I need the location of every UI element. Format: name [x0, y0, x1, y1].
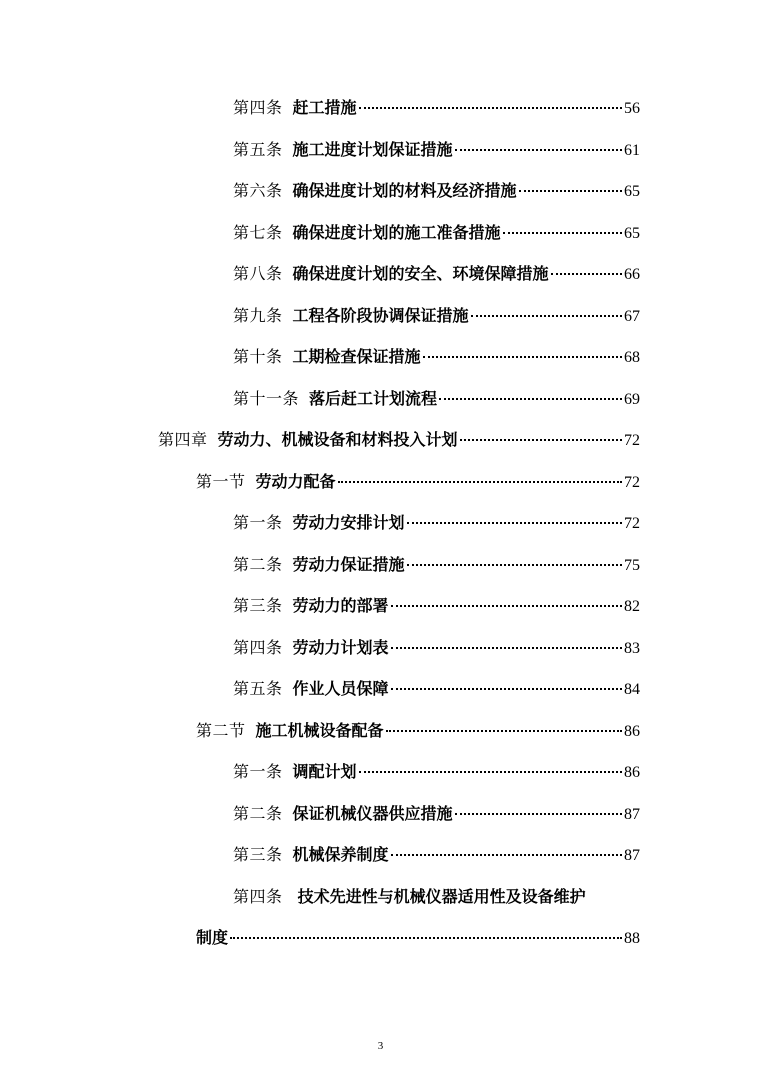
- dot-leader: [503, 232, 622, 234]
- toc-entry[interactable]: [233, 511, 640, 535]
- dot-leader: [391, 647, 622, 649]
- toc-entry-number: 第三条: [233, 845, 283, 864]
- toc-entry-page: 68: [624, 349, 640, 366]
- dot-leader: [551, 273, 622, 275]
- toc-entry-title: 劳动力计划表: [292, 638, 389, 657]
- dot-leader: [439, 398, 622, 400]
- toc-entry-title: 机械保养制度: [292, 845, 389, 864]
- toc-entry-number: 第四条: [233, 98, 283, 117]
- toc-entry-page: 87: [624, 806, 640, 823]
- toc-entry-number: 第一节: [196, 472, 246, 491]
- toc-entry-number: 第五条: [233, 679, 283, 698]
- toc-entry-title: 劳动力保证措施: [292, 555, 405, 574]
- dot-leader: [391, 854, 622, 856]
- toc-entry-page: 72: [624, 474, 640, 491]
- toc-entry[interactable]: [233, 179, 640, 203]
- toc-entry-page: 67: [624, 308, 640, 325]
- toc-entry[interactable]: [233, 553, 640, 577]
- dot-leader: [460, 439, 622, 441]
- dot-leader: [359, 771, 622, 773]
- toc-entry-page: 86: [624, 723, 640, 740]
- toc-entry[interactable]: [233, 221, 640, 245]
- dot-leader: [386, 730, 622, 732]
- toc-entry-number: 第四章: [158, 430, 208, 449]
- toc-entry-title: 落后赶工计划流程: [309, 389, 438, 408]
- toc-entry[interactable]: [233, 96, 640, 120]
- toc-entry-page: 88: [624, 930, 640, 947]
- toc-entry-number: 第一条: [233, 513, 283, 532]
- toc-entry-title: 保证机械仪器供应措施: [292, 804, 453, 823]
- toc-chapter-entry[interactable]: [158, 428, 640, 452]
- toc-entry[interactable]: [233, 345, 640, 369]
- toc-entry-number: 第四条: [233, 887, 283, 906]
- dot-leader: [391, 605, 622, 607]
- dot-leader: [423, 356, 622, 358]
- toc-entry-title: 作业人员保障: [292, 679, 389, 698]
- dot-leader: [230, 937, 622, 939]
- dot-leader: [359, 107, 622, 109]
- toc-entry-number: 第九条: [233, 306, 283, 325]
- dot-leader: [407, 522, 622, 524]
- dot-leader: [455, 813, 622, 815]
- toc-entry-number: 第十一条: [233, 389, 300, 408]
- toc-entry-page: 84: [624, 681, 640, 698]
- toc-entry-title: 调配计划: [292, 762, 357, 781]
- toc-entry-page: 61: [624, 142, 640, 159]
- dot-leader: [338, 481, 622, 483]
- toc-entry-title: 施工进度计划保证措施: [292, 140, 453, 159]
- toc-entry-title: 赶工措施: [292, 98, 357, 117]
- toc-entry-title: 技术先进性与机械仪器适用性及设备维护: [297, 887, 586, 906]
- toc-entry[interactable]: [233, 677, 640, 701]
- toc-entry-title: 劳动力安排计划: [292, 513, 405, 532]
- toc-entry-page: 72: [624, 432, 640, 449]
- toc-entry-page: 65: [624, 183, 640, 200]
- toc-entry[interactable]: [233, 802, 640, 826]
- toc-entry-page: 87: [624, 847, 640, 864]
- toc-entry[interactable]: [233, 304, 640, 328]
- toc-entry-page: 83: [624, 640, 640, 657]
- dot-leader: [471, 315, 622, 317]
- toc-entry-page: 69: [624, 391, 640, 408]
- dot-leader: [391, 688, 622, 690]
- toc-entry-number: 第二条: [233, 555, 283, 574]
- toc-section-entry[interactable]: [196, 470, 640, 494]
- toc-entry-page: 86: [624, 764, 640, 781]
- toc-entry-number: 第三条: [233, 596, 283, 615]
- toc-entry[interactable]: [233, 636, 640, 660]
- toc-entry[interactable]: [233, 387, 640, 411]
- page-number: 3: [377, 1040, 384, 1052]
- toc-entry[interactable]: [233, 843, 640, 867]
- toc-entry-title-continuation: 制度: [196, 928, 229, 947]
- toc-entry-number: 第四条: [233, 638, 283, 657]
- toc-entry-page: 82: [624, 598, 640, 615]
- toc-entry-number: 第十条: [233, 347, 283, 366]
- toc-entry[interactable]: [233, 760, 640, 784]
- toc-entry-page: 72: [624, 515, 640, 532]
- dot-leader: [407, 564, 622, 566]
- toc-entry-number: 第七条: [233, 223, 283, 242]
- toc-entry-title: 劳动力的部署: [292, 596, 389, 615]
- toc-entry-number: 第八条: [233, 264, 283, 283]
- toc-entry-number: 第一条: [233, 762, 283, 781]
- toc-entry[interactable]: [233, 262, 640, 286]
- toc-section-entry[interactable]: [196, 719, 640, 743]
- toc-entry-page: 65: [624, 225, 640, 242]
- toc-entry-page: 56: [624, 100, 640, 117]
- dot-leader: [519, 190, 622, 192]
- toc-entry[interactable]: [233, 594, 640, 618]
- toc-entry-title: 确保进度计划的材料及经济措施: [292, 181, 517, 200]
- toc-entry-title: 劳动力、机械设备和材料投入计划: [217, 430, 458, 449]
- toc-entry-title: 确保进度计划的施工准备措施: [292, 223, 501, 242]
- dot-leader: [455, 149, 622, 151]
- toc-entry-title: 工程各阶段协调保证措施: [292, 306, 469, 325]
- toc-entry-page: 75: [624, 557, 640, 574]
- toc-entry-number: 第二条: [233, 804, 283, 823]
- toc-entry-page: 66: [624, 266, 640, 283]
- toc-entry-title: 确保进度计划的安全、环境保障措施: [292, 264, 549, 283]
- toc-entry-title: 劳动力配备: [255, 472, 336, 491]
- toc-entry-title: 施工机械设备配备: [255, 721, 384, 740]
- toc-entry-number: 第二节: [196, 721, 246, 740]
- toc-entry[interactable]: [233, 138, 640, 162]
- toc-entry-number: 第六条: [233, 181, 283, 200]
- toc-entry-number: 第五条: [233, 140, 283, 159]
- toc-entry-wrapped-second-line[interactable]: [196, 926, 640, 950]
- toc-entry-wrapped-first-line[interactable]: [233, 885, 640, 909]
- toc-entry-title: 工期检查保证措施: [292, 347, 421, 366]
